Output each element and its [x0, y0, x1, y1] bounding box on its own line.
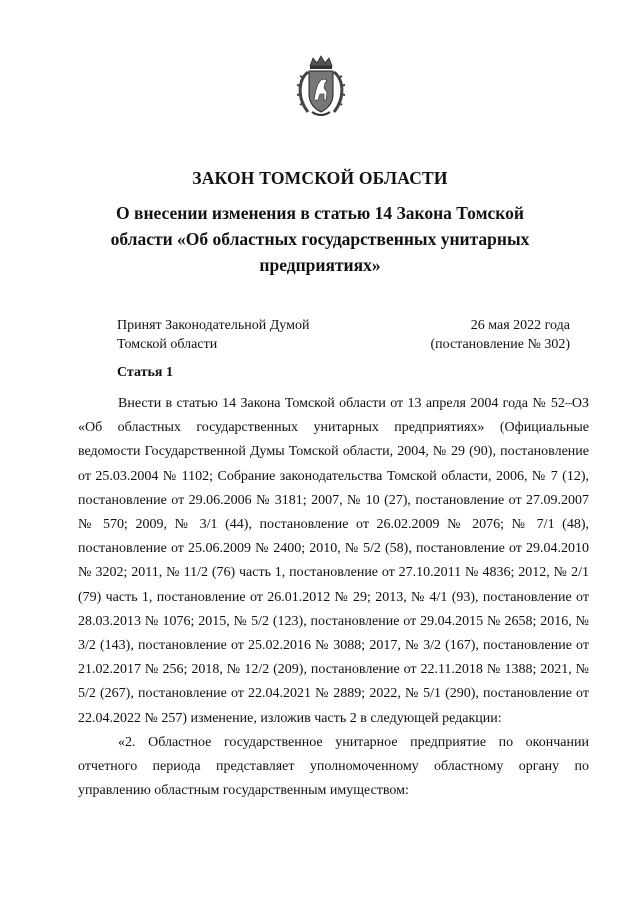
adoption-date-info — [410, 316, 570, 354]
adoption-date: 26 мая 2022 года — [470, 318, 570, 333]
adoption-info — [117, 316, 309, 354]
adopted-by-line2: Томской области — [117, 337, 218, 352]
coat-of-arms-icon — [294, 54, 348, 120]
law-title: ЗАКОН ТОМСКОЙ ОБЛАСТИ — [192, 168, 448, 188]
adopted-by-line1: Принят Законодательной Думой — [117, 318, 310, 333]
paragraph-2: «2. Областное государственное унитарное предприятие по окончании отчетного периода представляет уполномоченному областному органу по управлению областным государственным имуществом: — [78, 734, 589, 799]
resolution-number: (постановление № 302) — [430, 337, 570, 352]
law-subtitle: О внесении изменения в статью 14 Закона Томской области «Об областных государственных унитарных предприятиях» — [110, 203, 530, 275]
paragraph-1: Внести в статью 14 Закона Томской области от 13 апреля 2004 года № 52–ОЗ «Об областных государственных унитарных предприятиях» (Официальные ведомости Государственной Думы Томской области, 2004, № 29 (90), постановление от 25.03.2004 № 1102; Собрание законодательства Томской области, 2006, № 7 (12), постановление от 29.06.2006 № 3181; 2007, № 10 (27), постановление от 27.09.2007 № 570; 2009, № 3/1 (44), постановление от 26.02.2009 № 2076; № 7/1 (48), постановление от 25.06.2009 № 2400; 2010, № 5/2 (58), постановление от 29.04.2010 № 3202; 2011, № 11/2 (76) часть 1, постановление от 27.10.2011 № 4836; 2012, № 2/1 (79) часть 1, постановление от 26.01.2012 № 29; 2013, № 4/1 (93), постановление от 28.03.2013 № 1076; 2015, № 5/2 (123), постановление от 29.04.2015 № 2658; 2016, № 3/2 (143), постановление от 25.02.2016 № 3088; 2017, № 3/2 (167), постановление от 21.02.2017 № 256; 2018, № 12/2 (209), постановление от 22.11.2018 № 1388; 2021, № 5/2 (267), постановление от 22.04.2021 № 2889; 2022, № 5/1 (290), постановление от 22.04.2022 № 257) изменение, изложив часть 2 в следующей редакции: — [78, 396, 589, 726]
article-body — [78, 392, 589, 803]
article-heading: Статья 1 — [117, 365, 173, 380]
